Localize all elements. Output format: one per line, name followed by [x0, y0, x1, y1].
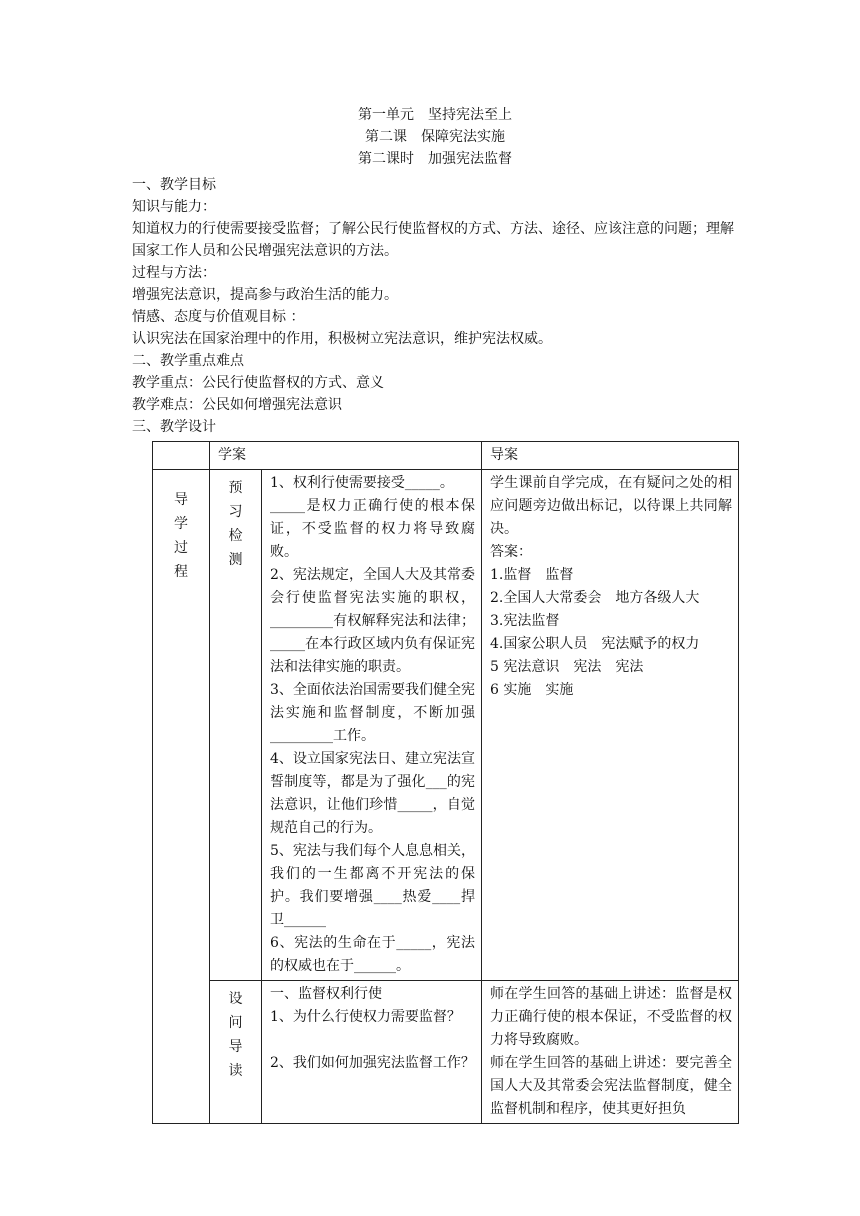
preview-question: 2、宪法规定，全国人大及其常委会行使监督宪法实施的职权，_________有权解释宪法和法律；_____在本行政区域内负有保证宪法和法律实施的职责。 [270, 567, 475, 675]
preview-question: _____是权力正确行使的根本保证，不受监督的权力将导致腐败。 [270, 498, 475, 560]
answer-line: 5 宪法意识 宪法 宪法 [490, 659, 644, 675]
table-row-guided-reading [153, 981, 739, 1124]
guided-reading-label-char: 问 [228, 1015, 243, 1031]
preview-question: 1、权利行使需要接受_____。 [270, 475, 454, 491]
preview-guide-intro: 学生课前自学完成，在有疑问之处的相应问题旁边做出标记，以待课上共同解决。 [490, 475, 732, 537]
preview-label-cell [210, 470, 262, 981]
guided-reading-question: 2、我们如何加强宪法监督工作？ [270, 1055, 475, 1071]
answer-line: 2.全国人大常委会 地方各级人大 [490, 590, 700, 606]
process-label: 过程与方法： [132, 265, 216, 281]
period-title: 第二课时 加强宪法监督 [358, 151, 512, 167]
knowledge-label: 知识与能力： [132, 199, 216, 215]
teaching-design-table [152, 441, 739, 1124]
preview-label-char: 检 [228, 528, 243, 544]
answers-label: 答案： [490, 544, 532, 560]
guided-reading-questions-cell [262, 981, 482, 1124]
guide-text: 师在学生回答的基础上讲述：要完善全国人大及其常委会宪法监督制度，健全监督机制和程序，使其更好担负 [490, 1055, 732, 1117]
section-label-char: 程 [174, 564, 188, 580]
unit-title: 第一单元 坚持宪法至上 [358, 107, 512, 123]
preview-question: 3、全面依法治国需要我们健全宪法实施和监督制度，不断加强_________工作。 [270, 682, 475, 744]
preview-guide-cell [482, 470, 739, 981]
preview-label-char: 习 [228, 504, 243, 520]
knowledge-text: 知道权力的行使需要接受监督；了解公民行使监督权的方式、方法、途径、应该注意的问题；理解国家工作人员和公民增强宪法意识的方法。 [132, 221, 734, 259]
table-header-row [153, 442, 739, 470]
lesson-title: 第二课 保障宪法实施 [365, 129, 505, 145]
answer-line: 6 实施 实施 [490, 682, 574, 698]
preview-questions-cell [262, 470, 482, 981]
answer-line: 3.宪法监督 [490, 613, 560, 629]
guided-reading-label-char: 读 [228, 1063, 243, 1079]
header-xuean: 学案 [210, 442, 482, 470]
process-text: 增强宪法意识，提高参与政治生活的能力。 [132, 287, 398, 303]
difficulty-text: 教学难点：公民如何增强宪法意识 [132, 397, 342, 413]
key-point-text: 教学重点：公民行使监督权的方式、意义 [132, 375, 384, 391]
header-blank-cell [153, 442, 210, 470]
table-row-preview [153, 470, 739, 981]
spacer [270, 1029, 475, 1052]
emotion-text: 认识宪法在国家治理中的作用，积极树立宪法意识，维护宪法权威。 [132, 331, 552, 347]
preview-question: 6、宪法的生命在于_____，宪法的权威也在于______。 [270, 935, 475, 974]
guided-reading-guide-cell [482, 981, 739, 1124]
guided-reading-question: 1、为什么行使权力需要监督？ [270, 1009, 461, 1025]
section-heading-design: 三、教学设计 [132, 419, 216, 435]
preview-label-char: 预 [228, 480, 243, 496]
section-heading-keypoints: 二、教学重点难点 [132, 353, 244, 369]
answer-line: 1.监督 监督 [490, 567, 574, 583]
preview-question: 4、设立国家宪法日、建立宪法宣誓制度等，都是为了强化___的宪法意识，让他们珍惜_____，自觉规范自己的行为。 [270, 751, 475, 836]
lesson-plan-body [132, 174, 740, 438]
section-heading-goals: 一、教学目标 [132, 177, 216, 193]
guided-reading-label-char: 导 [228, 1039, 243, 1055]
header-daoan: 导案 [482, 442, 739, 470]
title-block [0, 104, 860, 170]
preview-question: 5、宪法与我们每个人息息相关，我们的一生都离不开宪法的保护。我们要增强____热爱____捍卫______ [270, 843, 475, 928]
answer-line: 4.国家公职人员 宪法赋予的权力 [490, 636, 700, 652]
guide-text: 师在学生回答的基础上讲述：监督是权力正确行使的根本保证，不受监督的权力将导致腐败。 [490, 986, 732, 1048]
emotion-label: 情感、态度与价值观目标 ： [132, 309, 305, 325]
section-label-char: 学 [174, 516, 188, 532]
preview-label-char: 测 [228, 552, 243, 568]
guided-reading-label-char: 设 [228, 991, 243, 1007]
section-label-cell [153, 470, 210, 1124]
section-label-char: 导 [174, 492, 188, 508]
guided-reading-heading: 一、监督权利行使 [270, 986, 382, 1002]
section-label-char: 过 [174, 540, 188, 556]
guided-reading-label-cell [210, 981, 262, 1124]
